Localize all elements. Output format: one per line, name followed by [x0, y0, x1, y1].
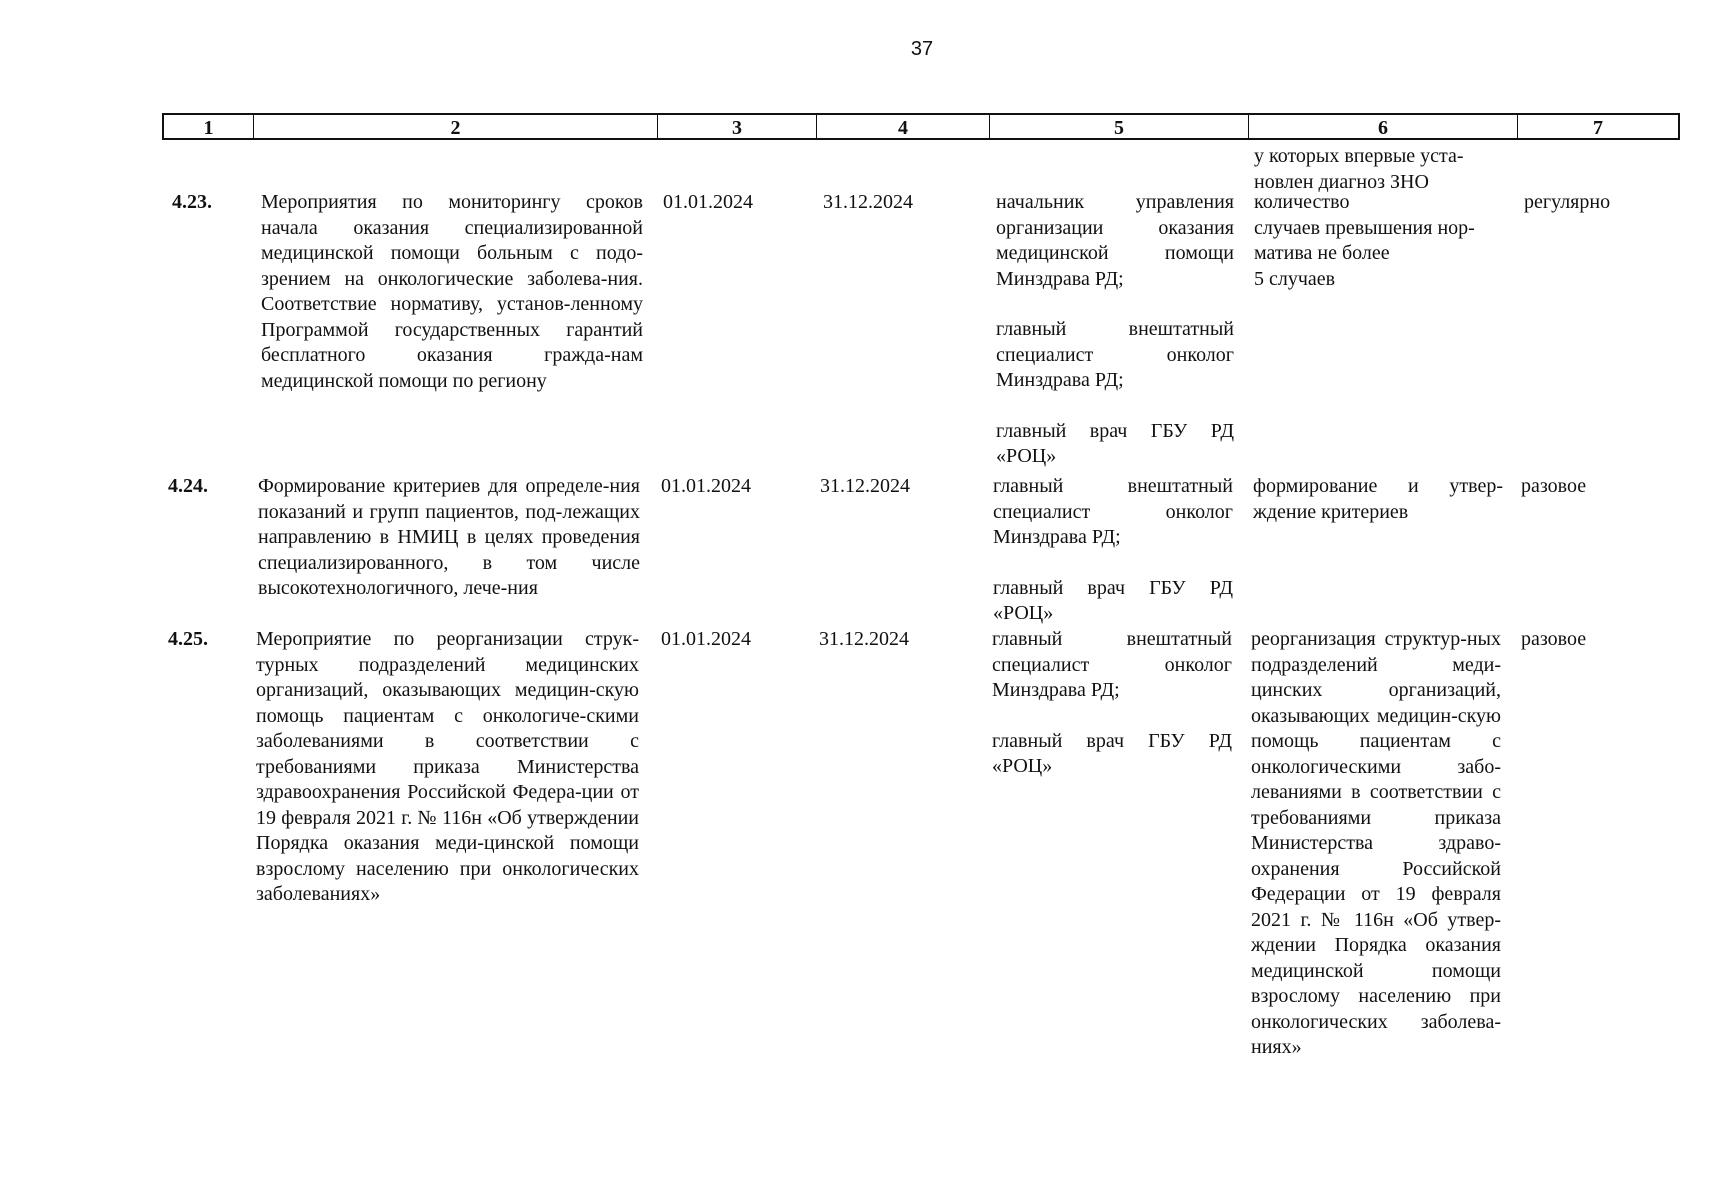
responsible-list [992, 627, 1232, 780]
start-date: 01.01.2024 [661, 628, 751, 650]
end-date: 31.12.2024 [823, 191, 913, 213]
responsible-person: главный врач ГБУ РД «РОЦ» [992, 729, 1232, 777]
frequency: разовое [1521, 475, 1587, 497]
start-date: 01.01.2024 [661, 475, 751, 497]
responsible-person: главный врач ГБУ РД «РОЦ» [993, 576, 1233, 624]
activity-description: Мероприятие по реорганизации струк-турных подразделений медицинских организаций, оказывающих медицин-скую помощь пациентам с онкологиче-скими заболеваниями в соответствии с требованиями приказа Министерства здравоохранения Российской Федера-ции от 19 февраля 2021 г. № 116н «Об утверждении Порядка оказания меди-цинской помощи взрослому населению при онкологических заболеваниях» [256, 628, 639, 905]
page-number: 37 [910, 38, 934, 60]
header-col-7: 7 [1593, 117, 1603, 139]
responsible-person: главный врач ГБУ РД «РОЦ» [996, 419, 1234, 467]
responsible-person: главный внештатный специалист онколог Минздрава РД; [996, 318, 1234, 391]
responsible-person: главный внештатный специалист онколог Минздрава РД; [992, 628, 1232, 701]
indicator: формирование и утвер-ждение критериев [1253, 475, 1503, 523]
responsible-person: главный внештатный специалист онколог Минздрава РД; [993, 475, 1233, 548]
row-number: 4.23. [172, 191, 212, 213]
carryover-indicator: у которых впервые уста- новлен диагноз ЗНО [1254, 145, 1464, 193]
indicator: количество случаев превышения нор- матива не более 5 случаев [1254, 191, 1475, 290]
table-header-row [162, 113, 1680, 140]
frequency: разовое [1521, 628, 1587, 650]
header-col-2: 2 [254, 115, 658, 138]
activity-description: Мероприятия по мониторингу сроков начала оказания специализированной медицинской помощи больным с подо-зрением на онкологические заболева-ния. Соответствие нормативу, установ-ленному Программой государственных гарантий бесплатного оказания гражда-нам медицинской помощи по региону [261, 191, 643, 392]
responsible-list [993, 474, 1233, 627]
frequency: регулярно [1524, 191, 1611, 213]
row-number: 4.24. [168, 475, 208, 497]
header-col-5: 5 [990, 115, 1249, 138]
header-col-3: 3 [658, 115, 817, 138]
activity-description: Формирование критериев для определе-ния показаний и групп пациентов, под-лежащих направлению в НМИЦ в целях проведения специализированного, в том числе высокотехнологичного, лече-ния [258, 475, 640, 599]
header-col-1: 1 [164, 115, 254, 138]
responsible-list [996, 190, 1234, 470]
end-date: 31.12.2024 [820, 475, 910, 497]
responsible-person: начальник управления организации оказания медицинской помощи Минздрава РД; [996, 191, 1234, 290]
row-number: 4.25. [168, 628, 208, 650]
end-date: 31.12.2024 [819, 628, 909, 650]
header-col-6: 6 [1249, 115, 1518, 138]
header-col-4: 4 [817, 115, 990, 138]
indicator: реорганизация структур-ных подразделений меди-цинских организаций, оказывающих медицин-скую помощь пациентам с онкологическими забо-леваниями в соответствии с требованиями приказа Министерства здраво-охранения Российской Федерации от 19 февраля 2021 г. № 116н «Об утвер-ждении Порядка оказания медицинской помощи взрослому населению при онкологических заболева-ниях» [1251, 628, 1501, 1058]
start-date: 01.01.2024 [663, 191, 753, 213]
